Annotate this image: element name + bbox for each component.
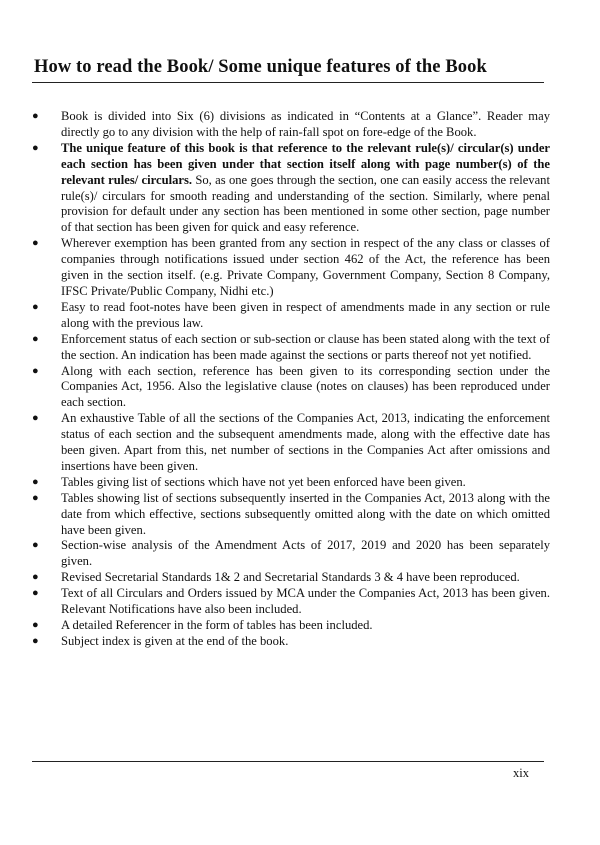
bullet-icon: ● [32, 539, 39, 552]
page-number: xix [513, 766, 529, 780]
list-item: ● Text of all Circulars and Orders issued by MCA under the Companies Act, 2013 has been given. Relevant Notifications have also been included. [32, 586, 550, 617]
list-item: ● An exhaustive Table of all the sections of the Companies Act, 2013, indicating the enforcement status of each section and the subsequent amendments made, along with the effective date has been given. Apart from this, net number of sections in the Companies Act after omissions and insertions have been given. [32, 411, 550, 473]
bullet-icon: ● [32, 475, 39, 488]
footer-divider [32, 761, 544, 762]
bullet-icon: ● [32, 571, 39, 584]
list-item: ● A detailed Referencer in the form of tables has been included. [32, 618, 373, 632]
list-item: ● Subject index is given at the end of the book. [32, 633, 289, 648]
bullet-icon: ● [32, 619, 39, 631]
bullet-icon: ● [32, 300, 39, 313]
bullet-icon: ● [32, 110, 39, 122]
list-item: ● Tables showing list of sections subsequently inserted in the Companies Act, 2013 along with the date from which effective, sections subsequently omitted along with the date on which omitted have been given. [32, 490, 550, 537]
list-item: ● Book is divided into Six (6) divisions as indicated in “Contents at a Glance”. Reader may directly go to any division with the help of rain-fall spot on fore-edge of the Book. [32, 109, 550, 139]
list-item: ● Tables giving list of sections which have not yet been enforced have been given. [32, 474, 466, 489]
bullet-icon: ● [32, 412, 39, 425]
bullet-icon: ● [32, 587, 39, 600]
list-item: ● The unique feature of this book is that reference to the relevant rule(s)/ circular(s) under each section has been given under that section itself along with page number(s) of the relevant rules/ circulars. So, as one goes through the section, one can easily access the relevant rule(s)/ circulars for smooth reading and understanding of the section. Similarly, where penal provision for default under any section has been mentioned in some other section, page number of that section has been given for quick and easy reference. [32, 140, 550, 235]
features-list [30, 109, 550, 650]
bullet-icon: ● [32, 634, 39, 647]
list-item: ● Along with each section, reference has been given to its corresponding section under the Companies Act, 1956. Also the legislative clause (notes on clauses) has been reproduced under each section. [32, 363, 550, 410]
bullet-icon: ● [32, 491, 39, 504]
bold-text: The unique feature of this book is that reference to the relevant rule(s)/ circular(s) under each section has been given under that section itself along with page number(s) of the relevant rules/ circulars. [61, 140, 550, 187]
bullet-icon: ● [32, 364, 39, 377]
list-item: ● Section-wise analysis of the Amendment Acts of 2017, 2019 and 2020 has been separately given. [32, 538, 550, 569]
list-item: ● Wherever exemption has been granted from any section in respect of the any class or classes of companies through notifications issued under section 462 of the Act, the reference has been given in the section itself. (e.g. Private Company, Government Company, Section 8 Company, IFSC Private/Public Company, Nidhi etc.) [32, 236, 550, 298]
bullet-icon: ● [32, 332, 39, 345]
list-item: ● Enforcement status of each section or sub-section or clause has been stated along with the text of the section. An indication has been made against the sections or parts thereof not yet notified. [32, 331, 550, 362]
page-title: How to read the Book/ Some unique features of the Book [34, 57, 487, 77]
list-item: ● Easy to read foot-notes have been given in respect of amendments made in any section or rule along with the previous law. [32, 299, 550, 330]
list-item: ● Revised Secretarial Standards 1& 2 and Secretarial Standards 3 & 4 have been reproduced. [32, 570, 520, 585]
bullet-icon: ● [32, 237, 39, 250]
header-divider [32, 82, 544, 83]
bullet-icon: ● [32, 141, 39, 154]
